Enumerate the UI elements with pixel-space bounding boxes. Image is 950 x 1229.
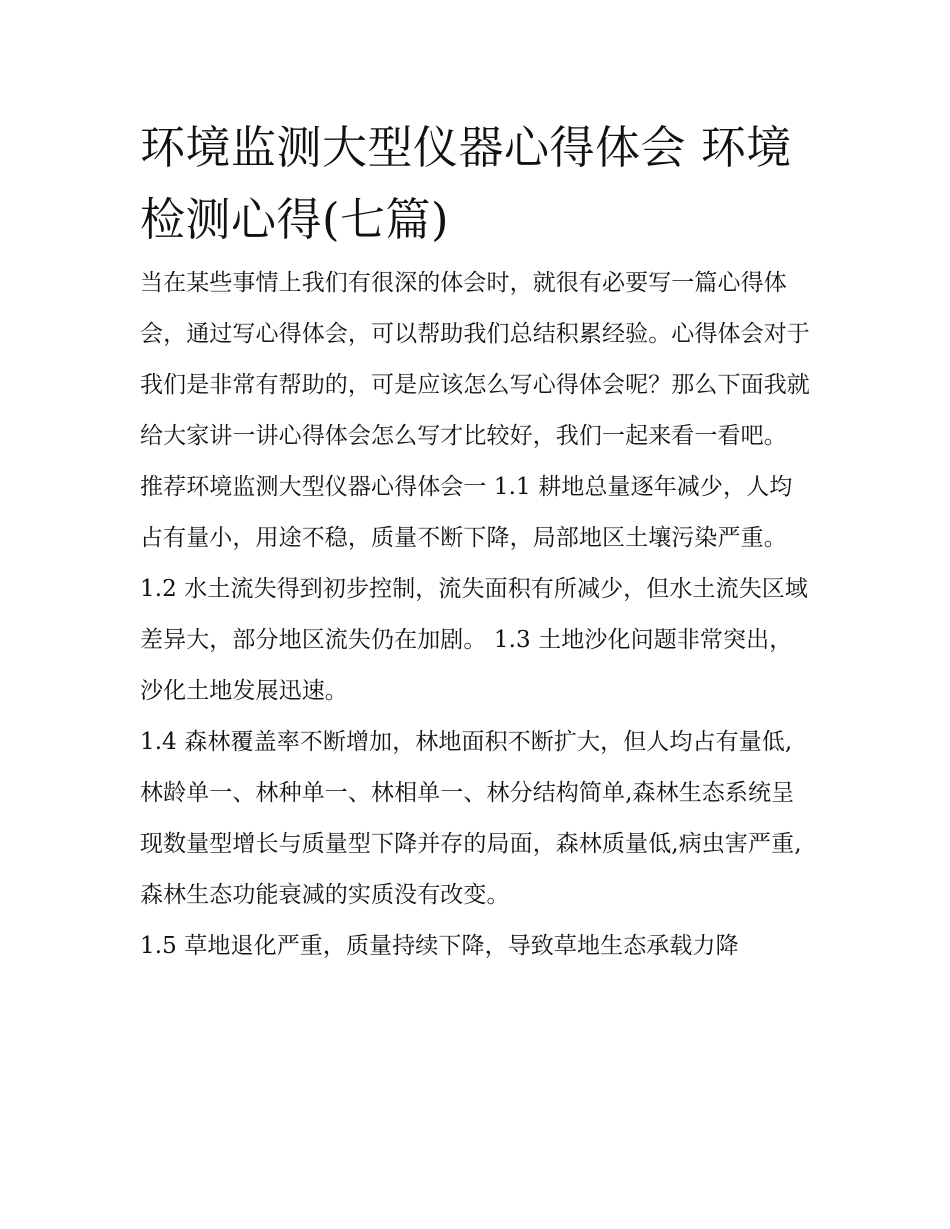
paragraph-section-1-5: 1.5 草地退化严重，质量持续下降，导致草地生态承载力降	[140, 933, 739, 959]
document-title: 环境监测大型仪器心得体会 环境检测心得(七篇)	[140, 121, 792, 246]
paragraph-intro: 当在某些事情上我们有很深的体会时，就很有必要写一篇心得体会，通过写心得体会，可以帮助我们总结积累经验。心得体会对于我们是非常有帮助的，可是应该怎么写心得体会呢？那么下面我就给大家讲一讲心得体会怎么写才比较好，我们一起来看一看吧。	[140, 270, 810, 449]
document-content	[140, 112, 815, 972]
paragraph-section-1-4: 1.4 森林覆盖率不断增加，林地面积不断扩大，但人均占有量低,林龄单一、林种单一、林相单一、林分结构简单,森林生态系统呈现数量型增长与质量型下降并存的局面，森林质量低,病虫害严重,森林生态功能衰减的实质没有改变。	[140, 729, 802, 908]
paragraph-section-1-2: 1.2 水土流失得到初步控制，流失面积有所减少，但水土流失区域差异大，部分地区流失仍在加剧。 1.3 土地沙化问题非常突出，沙化土地发展迅速。	[140, 576, 808, 704]
document-body	[140, 258, 815, 972]
paragraph-section-1-1: 推荐环境监测大型仪器心得体会一 1.1 耕地总量逐年减少，人均占有量小，用途不稳，质量不断下降，局部地区土壤污染严重。	[140, 474, 793, 551]
